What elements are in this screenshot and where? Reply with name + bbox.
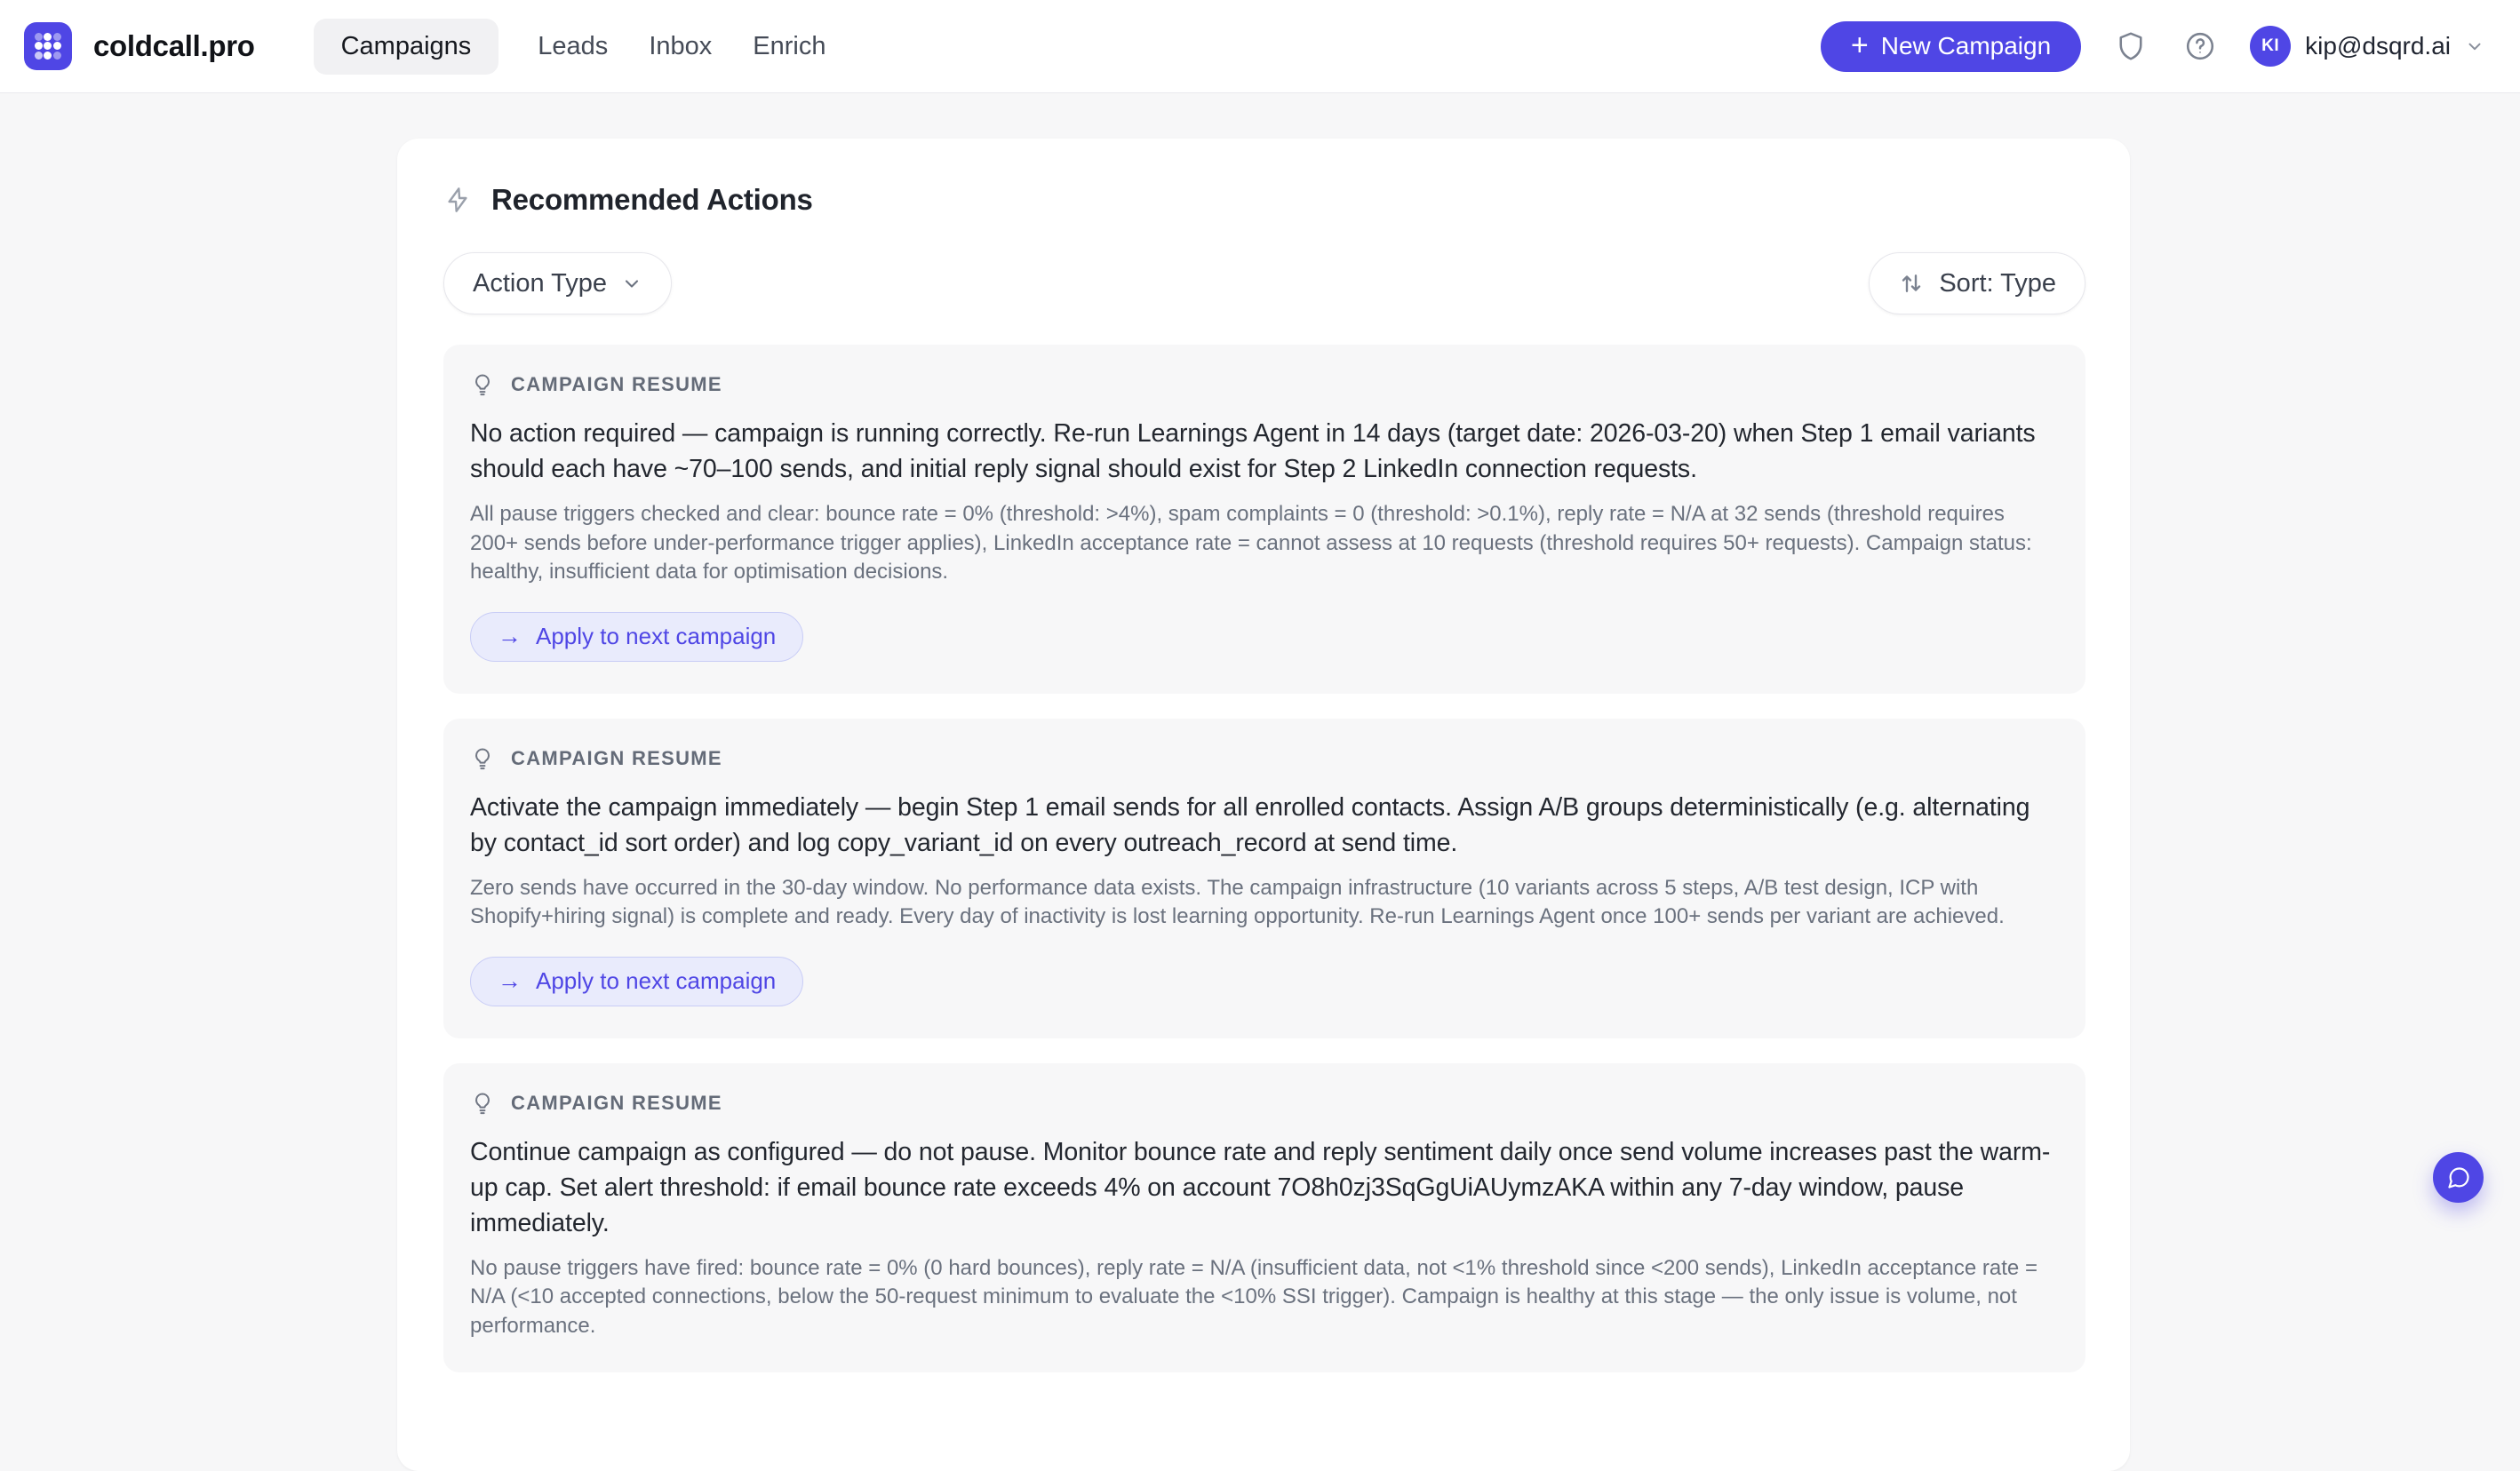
nav-item-leads[interactable]: Leads bbox=[538, 31, 609, 60]
arrow-right-icon: → bbox=[498, 967, 522, 994]
filter-row bbox=[443, 252, 2085, 314]
chat-bubble-icon bbox=[2446, 1165, 2471, 1190]
card-header bbox=[470, 745, 2057, 772]
user-menu[interactable] bbox=[2250, 26, 2484, 67]
apply-button-label: Apply to next campaign bbox=[536, 967, 777, 994]
card-title: No action required — campaign is running correctly. Re-run Learnings Agent in 14 days (target date: 2026-03-20) when Step 1 email variants should each have ~70–100 sends, and initial reply signal should exist for Step 2 LinkedIn connection requests. bbox=[470, 419, 2036, 483]
action-card-list bbox=[443, 345, 2085, 1372]
chat-fab-button[interactable] bbox=[2433, 1152, 2484, 1203]
lightbulb-icon bbox=[470, 371, 495, 398]
top-bar bbox=[0, 0, 2520, 93]
recommended-actions-panel bbox=[397, 139, 2130, 1471]
card-type-label: CAMPAIGN RESUME bbox=[511, 1091, 722, 1114]
card-header bbox=[470, 1090, 2057, 1117]
card-type-label: CAMPAIGN RESUME bbox=[511, 746, 722, 769]
sort-arrows-icon bbox=[1898, 270, 1925, 297]
card-title: Activate the campaign immediately — begin Step 1 email sends for all enrolled contacts. Assign A/B groups deterministically (e.g. alternating by contact_id sort order) and log copy_variant_id on every outreach_record at send time. bbox=[470, 792, 2030, 857]
card-detail: No pause triggers have fired: bounce rate = 0% (0 hard bounces), reply rate = N/A (insufficient data, not <1% threshold since <200 sends), LinkedIn acceptance rate = N/A (<10 accepted connections, below the 50-request minimum to evaluate the <10% SSI trigger). Campaign is healthy at this stage — the only issue is volume, not performance. bbox=[470, 1255, 2038, 1338]
avatar: KI bbox=[2250, 26, 2291, 67]
apply-to-next-campaign-button[interactable] bbox=[470, 612, 803, 662]
action-card bbox=[443, 1063, 2085, 1373]
topbar-actions bbox=[1821, 21, 2484, 72]
new-campaign-label: New Campaign bbox=[1880, 32, 2052, 60]
help-icon bbox=[2184, 30, 2216, 62]
card-title: Continue campaign as configured — do not pause. Monitor bounce rate and reply sentiment daily once send volume increases past the warm-up cap. Set alert threshold: if email bounce rate exceeds 4% on account 7O8h0zj3SqGgUiAUymzAKA within any 7-day window, pause immediately. bbox=[470, 1137, 2051, 1237]
new-campaign-button[interactable] bbox=[1821, 21, 2081, 72]
sort-label: Sort: Type bbox=[1939, 268, 2056, 298]
app-logo-icon[interactable] bbox=[24, 22, 72, 70]
card-header bbox=[470, 371, 2057, 398]
apply-to-next-campaign-button[interactable] bbox=[470, 957, 803, 1006]
card-type-label: CAMPAIGN RESUME bbox=[511, 373, 722, 395]
user-email: kip@dsqrd.ai bbox=[2305, 32, 2451, 60]
chevron-down-icon bbox=[621, 273, 642, 294]
nav-item-enrich[interactable]: Enrich bbox=[753, 31, 826, 60]
action-type-filter-label: Action Type bbox=[473, 268, 608, 298]
help-button[interactable] bbox=[2181, 27, 2220, 66]
sort-button[interactable] bbox=[1869, 252, 2085, 314]
action-type-filter[interactable] bbox=[443, 252, 672, 314]
action-card bbox=[443, 719, 2085, 1038]
apply-button-label: Apply to next campaign bbox=[536, 623, 777, 649]
card-detail: Zero sends have occurred in the 30-day window. No performance data exists. The campaign infrastructure (10 variants across 5 steps, A/B test design, ICP with Shopify+hiring signal) is complete and ready. Every day of inactivity is lost learning opportunity. Re-run Learnings Agent once 100+ sends per variant are achieved. bbox=[470, 875, 2005, 928]
brand-name: coldcall.pro bbox=[93, 29, 255, 62]
nav-item-inbox[interactable]: Inbox bbox=[649, 31, 713, 60]
shield-button[interactable] bbox=[2111, 26, 2150, 67]
plus-icon: + bbox=[1850, 28, 1869, 62]
panel-header bbox=[443, 183, 2085, 217]
lightbulb-icon bbox=[470, 1090, 495, 1117]
lightning-bolt-icon bbox=[443, 186, 472, 214]
arrow-right-icon: → bbox=[498, 623, 522, 649]
action-card bbox=[443, 345, 2085, 694]
lightbulb-icon bbox=[470, 745, 495, 772]
chevron-down-icon bbox=[2465, 36, 2484, 56]
card-detail: All pause triggers checked and clear: bounce rate = 0% (threshold: >4%), spam complaints = 0 (threshold: >0.1%), reply rate = N/A at 32 sends (threshold requires 200+ sends before under-performance trigger applies), LinkedIn acceptance rate = cannot assess at 10 requests (threshold requires 50+ requests). Campaign status: healthy, insufficient data for optimisation decisions. bbox=[470, 502, 2032, 584]
page-title: Recommended Actions bbox=[491, 183, 813, 216]
shield-icon bbox=[2115, 29, 2147, 63]
nav-item-campaigns[interactable]: Campaigns bbox=[314, 19, 499, 75]
main-nav bbox=[314, 19, 828, 75]
